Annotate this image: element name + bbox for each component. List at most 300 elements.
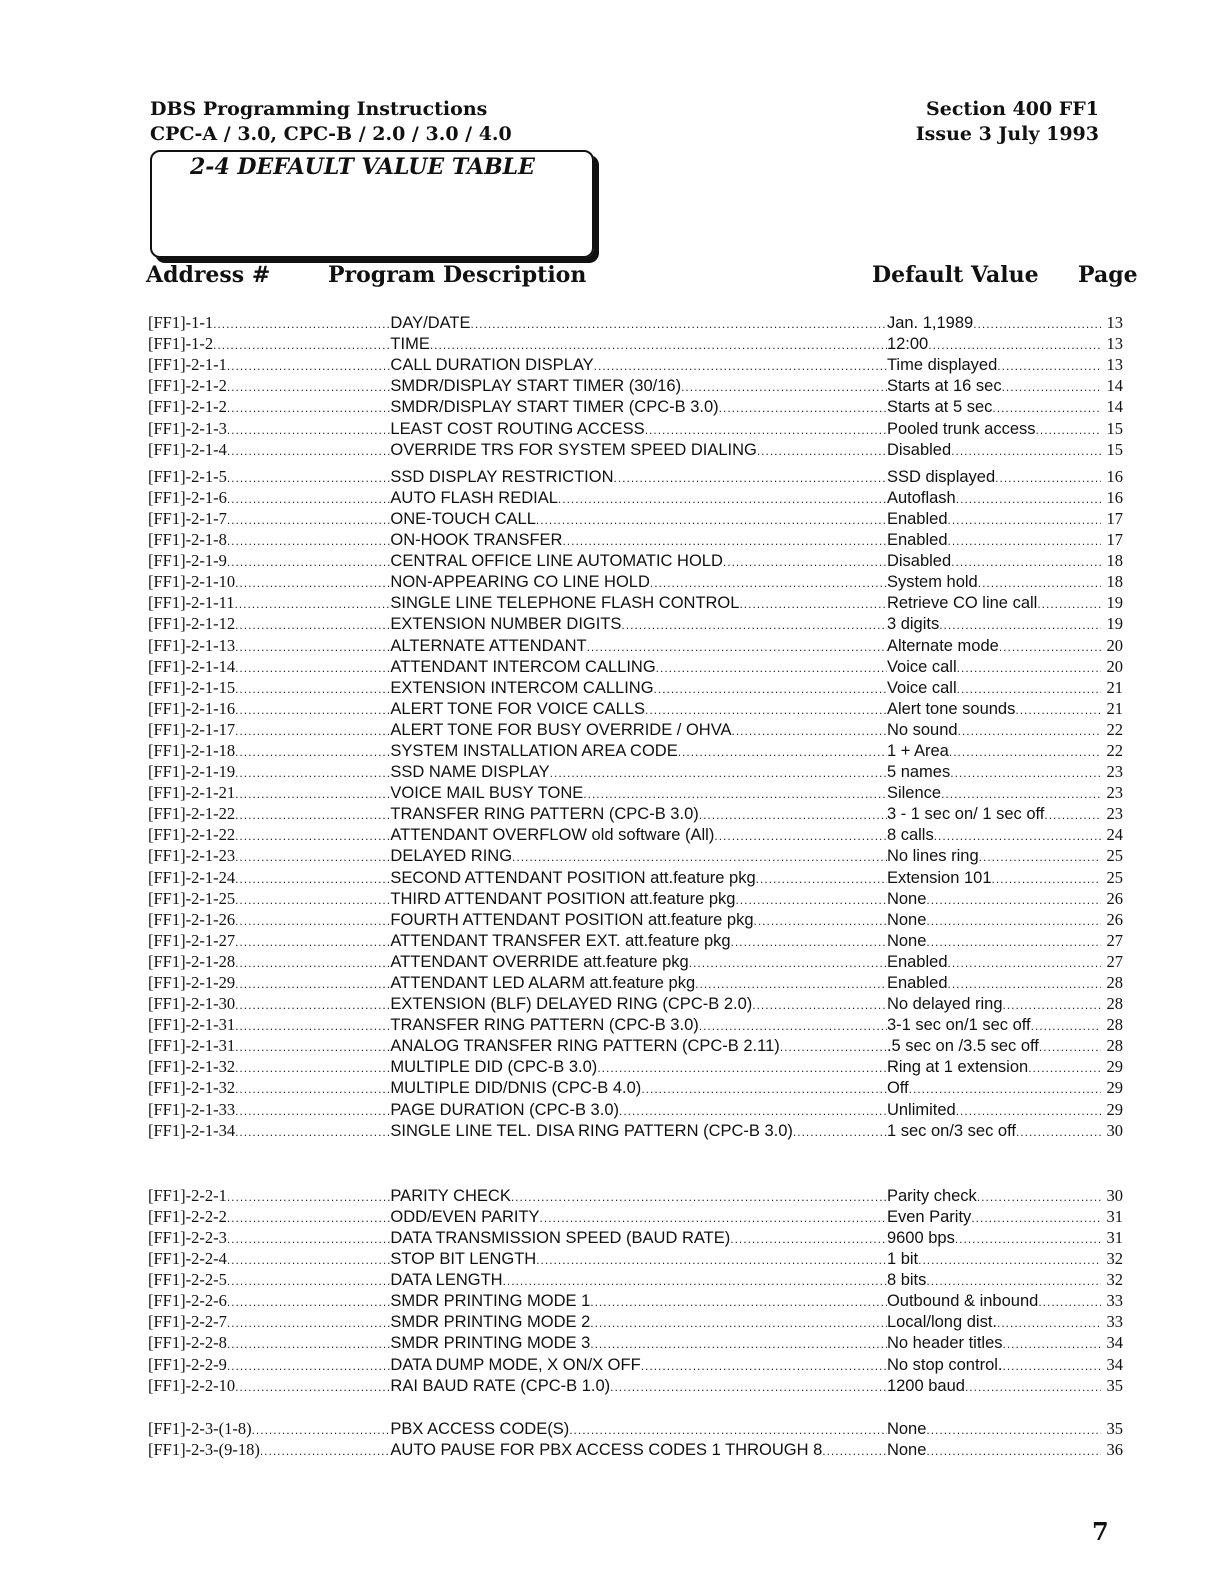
- table-row: [148, 592, 1123, 613]
- table-row: [148, 1035, 1123, 1056]
- dot-leader: [235, 783, 390, 803]
- description-cell: SINGLE LINE TEL. DISA RING PATTERN (CPC-B 3.0): [390, 1121, 793, 1140]
- default-value-cell: Pooled trunk access: [886, 419, 1036, 438]
- description-cell: NON-APPEARING CO LINE HOLD: [390, 573, 650, 592]
- dot-leader: [978, 573, 1101, 592]
- default-value-cell: Disabled: [886, 552, 952, 571]
- page-cell: 29: [1106, 1099, 1123, 1119]
- page-cell: 25: [1106, 846, 1123, 866]
- table-row: [148, 1248, 1123, 1269]
- description-cell-wrap: [390, 742, 887, 761]
- address-cell: [FF1]-2-1-28: [148, 951, 236, 971]
- page-cell: 20: [1106, 635, 1123, 655]
- description-cell-wrap: [390, 1313, 887, 1332]
- description-cell-wrap: [390, 1122, 887, 1141]
- dot-leader: [227, 1291, 391, 1311]
- address-cell: [FF1]-2-1-24: [148, 867, 236, 887]
- default-value-cell: Voice call: [886, 657, 957, 676]
- table-row: [148, 487, 1123, 508]
- dot-leader: [723, 552, 887, 571]
- description-cell: EXTENSION (BLF) DELAYED RING (CPC-B 2.0): [390, 995, 753, 1014]
- address-cell-wrap: [148, 1015, 390, 1035]
- default-value-cell-wrap: [887, 420, 1101, 439]
- dot-leader: [754, 911, 887, 930]
- description-cell: ODD/EVEN PARITY: [390, 1207, 540, 1226]
- address-cell-wrap: [148, 973, 390, 993]
- dot-leader: [926, 1271, 1101, 1290]
- dot-leader: [590, 1292, 887, 1311]
- dot-leader: [1028, 1058, 1101, 1077]
- description-cell-wrap: [390, 468, 887, 487]
- dot-leader: [235, 868, 390, 888]
- table-row: [148, 396, 1123, 417]
- dot-leader: [235, 1015, 390, 1035]
- dot-leader: [540, 1208, 887, 1227]
- default-value-cell-wrap: [887, 1187, 1101, 1206]
- dot-leader: [235, 973, 390, 993]
- default-value-cell: Unlimited: [886, 1100, 956, 1119]
- default-value-cell: 9600 bps: [886, 1228, 955, 1247]
- document-subtitle: CPC-A / 3.0, CPC-B / 2.0 / 3.0 / 4.0: [150, 123, 512, 145]
- dot-leader: [235, 825, 390, 845]
- dot-leader: [934, 826, 1101, 845]
- address-cell-wrap: [148, 334, 390, 354]
- page-cell: 36: [1106, 1439, 1123, 1459]
- address-cell: [FF1]-2-1-29: [148, 973, 236, 992]
- default-value-cell-wrap: [887, 1377, 1101, 1396]
- default-value-cell-wrap: [887, 1250, 1101, 1269]
- description-cell-wrap: [390, 615, 887, 634]
- default-value-cell: 1 + Area: [886, 741, 949, 760]
- address-cell-wrap: [148, 551, 390, 571]
- default-value-cell: 1 sec on/3 sec off: [886, 1121, 1016, 1140]
- default-value-cell: Alert tone sounds: [886, 699, 1016, 718]
- default-value-cell-wrap: [887, 1101, 1101, 1120]
- default-value-cell-wrap: [887, 314, 1101, 333]
- address-cell: [FF1]-2-2-4: [148, 1249, 227, 1269]
- address-cell: [FF1]-2-1-11: [148, 593, 235, 613]
- default-value-cell-wrap: [887, 1334, 1101, 1353]
- description-cell-wrap: [390, 531, 887, 550]
- dot-leader: [957, 679, 1101, 698]
- default-value-cell-wrap: [887, 1016, 1101, 1035]
- default-value-cell: No header titles: [886, 1334, 1003, 1353]
- dot-leader: [619, 1101, 887, 1120]
- address-cell-wrap: [148, 762, 390, 782]
- address-cell-wrap: [148, 678, 390, 698]
- default-value-cell: 3 - 1 sec on/ 1 sec off: [886, 805, 1045, 824]
- description-cell: MULTIPLE DID/DNIS (CPC-B 4.0): [390, 1079, 642, 1098]
- page-cell: 30: [1106, 1185, 1123, 1205]
- dot-leader: [227, 551, 391, 571]
- address-cell-wrap: [148, 741, 390, 761]
- address-cell-wrap: [148, 419, 390, 439]
- address-cell-wrap: [148, 868, 390, 888]
- table-row: [148, 845, 1123, 866]
- default-value-cell: Alternate mode: [886, 636, 999, 655]
- dot-leader: [732, 721, 887, 740]
- page-cell: 17: [1106, 530, 1123, 550]
- address-cell: [FF1]-2-1-31: [148, 1015, 236, 1035]
- dot-leader: [621, 615, 887, 634]
- dot-leader: [235, 1376, 390, 1396]
- default-value-cell-wrap: [887, 468, 1101, 487]
- dot-leader: [1031, 1016, 1101, 1035]
- default-value-cell: No lines ring: [886, 847, 979, 866]
- description-cell: RAI BAUD RATE (CPC-B 1.0): [390, 1376, 611, 1395]
- document-header-left: [150, 97, 512, 147]
- description-cell-wrap: [390, 314, 887, 333]
- default-value-cell: 5 names: [886, 763, 951, 782]
- description-cell-wrap: [390, 1208, 887, 1227]
- description-cell: PBX ACCESS CODE(S): [390, 1419, 570, 1438]
- table-row: [148, 930, 1123, 951]
- address-cell: [FF1]-2-1-17: [148, 719, 236, 739]
- page-cell: 28: [1106, 994, 1123, 1014]
- address-cell-wrap: [148, 931, 390, 951]
- dot-leader: [227, 397, 391, 417]
- dot-leader: [926, 911, 1101, 930]
- document-header-right: [916, 97, 1099, 147]
- dot-leader: [939, 615, 1101, 634]
- table-row: [148, 782, 1123, 803]
- dot-leader: [227, 1355, 391, 1375]
- description-cell-wrap: [390, 784, 887, 803]
- default-value-cell-wrap: [887, 869, 1101, 888]
- description-cell: CENTRAL OFFICE LINE AUTOMATIC HOLD: [390, 552, 723, 571]
- dot-leader: [235, 846, 390, 866]
- table-row: [148, 1077, 1123, 1098]
- dot-leader: [739, 594, 886, 613]
- dot-leader: [731, 932, 887, 951]
- dot-leader: [503, 1271, 887, 1290]
- description-cell: SECOND ATTENDANT POSITION att.feature pkg: [390, 868, 756, 887]
- description-cell-wrap: [390, 1441, 887, 1460]
- description-cell: SMDR/DISPLAY START TIMER (30/16): [390, 377, 682, 396]
- page-cell: 34: [1106, 1333, 1123, 1353]
- default-value-cell-wrap: [887, 1208, 1101, 1227]
- default-value-cell: 3-1 sec on/1 sec off: [886, 1016, 1031, 1035]
- dot-leader: [235, 1100, 390, 1120]
- dot-leader: [587, 637, 887, 656]
- table-row: [148, 866, 1123, 887]
- default-value-cell-wrap: [887, 573, 1101, 592]
- default-value-cell-wrap: [887, 1420, 1101, 1439]
- default-value-cell-wrap: [887, 441, 1101, 460]
- address-cell: [FF1]-2-1-23: [148, 846, 236, 866]
- address-cell-wrap: [148, 783, 390, 803]
- dot-leader: [213, 334, 390, 354]
- default-value-cell-wrap: [887, 510, 1101, 529]
- default-value-cell: Disabled: [886, 440, 952, 459]
- dot-leader: [583, 784, 887, 803]
- address-cell-wrap: [148, 397, 390, 417]
- page-cell: 34: [1106, 1354, 1123, 1374]
- dot-leader: [512, 847, 887, 866]
- page-cell: 16: [1106, 487, 1123, 507]
- table-row: [148, 1206, 1123, 1227]
- dot-leader: [1044, 805, 1101, 824]
- address-cell: [FF1]-2-1-26: [148, 909, 236, 929]
- dot-leader: [958, 721, 1101, 740]
- address-cell-wrap: [148, 636, 390, 656]
- address-cell: [FF1]-2-1-5: [148, 466, 227, 486]
- description-cell: ATTENDANT INTERCOM CALLING: [390, 657, 656, 676]
- dot-leader: [971, 1208, 1101, 1227]
- table-row: [148, 354, 1123, 375]
- dot-leader: [235, 636, 390, 656]
- page-cell: 23: [1106, 762, 1123, 782]
- dot-leader: [536, 510, 887, 529]
- default-value-cell: 8 calls: [886, 826, 934, 845]
- default-value-cell: 1 bit: [886, 1250, 919, 1269]
- dot-leader: [793, 1122, 887, 1141]
- dot-leader: [992, 398, 1101, 417]
- table-row: [148, 761, 1123, 782]
- default-value-cell: Local/long dist.: [886, 1313, 998, 1332]
- address-cell: [FF1]-2-1-33: [148, 1099, 236, 1119]
- description-cell: PARITY CHECK: [390, 1186, 511, 1205]
- default-value-cell: .5 sec on /3.5 sec off: [886, 1037, 1039, 1056]
- description-cell: AUTO FLASH REDIAL: [390, 488, 558, 507]
- description-cell: OVERRIDE TRS FOR SYSTEM SPEED DIALING: [390, 440, 757, 459]
- dot-leader: [926, 1420, 1101, 1439]
- default-value-cell-wrap: [887, 847, 1101, 866]
- default-value-cell-wrap: [887, 721, 1101, 740]
- default-value-cell-wrap: [887, 615, 1101, 634]
- table-row: [148, 613, 1123, 634]
- dot-leader: [977, 1187, 1101, 1206]
- table-row: [148, 656, 1123, 677]
- description-cell-wrap: [390, 721, 887, 740]
- dot-leader: [948, 510, 1102, 529]
- page-cell: 28: [1106, 1015, 1123, 1035]
- default-value-cell-wrap: [887, 531, 1101, 550]
- table-row: [148, 993, 1123, 1014]
- address-cell-wrap: [148, 1312, 390, 1332]
- default-value-cell-wrap: [887, 974, 1101, 993]
- dot-leader: [641, 1356, 887, 1375]
- address-cell-wrap: [148, 467, 390, 487]
- dot-leader: [822, 1441, 887, 1460]
- default-value-cell: Off: [886, 1079, 909, 1098]
- dot-leader: [1015, 700, 1101, 719]
- dot-leader: [260, 1440, 391, 1460]
- dot-leader: [235, 720, 390, 740]
- dot-leader: [235, 910, 390, 930]
- dot-leader: [558, 489, 887, 508]
- dot-leader: [1036, 420, 1101, 439]
- default-value-cell: No delayed ring: [886, 995, 1003, 1014]
- page-cell: 24: [1106, 825, 1123, 845]
- description-cell: ON-HOOK TRANSFER: [390, 531, 563, 550]
- address-cell: [FF1]-2-2-7: [148, 1312, 227, 1332]
- dot-leader: [252, 1419, 391, 1439]
- description-cell-wrap: [390, 594, 887, 613]
- description-cell: SMDR/DISPLAY START TIMER (CPC-B 3.0): [390, 398, 719, 417]
- address-cell: [FF1]-2-1-4: [148, 439, 227, 459]
- table-row: [148, 439, 1123, 460]
- description-cell-wrap: [390, 953, 887, 972]
- description-cell-wrap: [390, 679, 887, 698]
- default-value-cell: System hold: [886, 573, 978, 592]
- description-cell-wrap: [390, 1420, 887, 1439]
- default-value-cell-wrap: [887, 932, 1101, 951]
- address-cell: [FF1]-2-2-10: [148, 1375, 236, 1395]
- table-row: [148, 508, 1123, 529]
- page-cell: 29: [1106, 1078, 1123, 1098]
- default-value-cell: None: [886, 931, 927, 950]
- address-cell-wrap: [148, 509, 390, 529]
- dot-leader: [227, 1228, 391, 1248]
- page-cell: 16: [1106, 466, 1123, 486]
- dot-leader: [1003, 995, 1101, 1014]
- address-cell-wrap: [148, 1355, 390, 1375]
- address-cell-wrap: [148, 1291, 390, 1311]
- page-cell: 31: [1106, 1206, 1123, 1226]
- description-cell: SMDR PRINTING MODE 2: [390, 1313, 591, 1332]
- page-cell: 28: [1106, 1036, 1123, 1056]
- address-cell: [FF1]-2-1-32: [148, 1057, 236, 1077]
- dot-leader: [641, 1079, 887, 1098]
- dot-leader: [227, 1186, 391, 1206]
- address-cell-wrap: [148, 355, 390, 375]
- page-cell: 33: [1106, 1291, 1123, 1311]
- description-cell: VOICE MAIL BUSY TONE: [390, 784, 584, 803]
- page-cell: 23: [1106, 804, 1123, 824]
- table-row: [148, 312, 1123, 333]
- page-cell: 35: [1106, 1418, 1123, 1438]
- dot-leader: [957, 658, 1101, 677]
- address-cell: [FF1]-2-1-7: [148, 508, 227, 528]
- table-row: [148, 634, 1123, 655]
- dot-leader: [699, 1016, 887, 1035]
- address-cell: [FF1]-2-1-19: [148, 762, 236, 782]
- address-cell: [FF1]-2-2-6: [148, 1291, 227, 1311]
- default-value-cell: Starts at 5 sec: [886, 398, 993, 417]
- page-cell: 27: [1106, 930, 1123, 950]
- address-cell: [FF1]-2-1-31: [148, 1036, 236, 1056]
- default-value-cell: 1200 baud: [886, 1376, 965, 1395]
- description-cell-wrap: [390, 552, 887, 571]
- dot-leader: [979, 847, 1101, 866]
- dot-leader: [689, 953, 887, 972]
- description-cell-wrap: [390, 1187, 887, 1206]
- dot-leader: [948, 953, 1102, 972]
- dot-leader: [1039, 1037, 1101, 1056]
- dot-leader: [590, 1334, 887, 1353]
- page-cell: 19: [1106, 593, 1123, 613]
- dot-leader: [227, 376, 391, 396]
- default-value-cell-wrap: [887, 489, 1101, 508]
- description-cell: ALERT TONE FOR BUSY OVERRIDE / OHVA: [390, 720, 732, 739]
- page-cell: 31: [1106, 1227, 1123, 1247]
- address-cell: [FF1]-2-1-22: [148, 804, 236, 824]
- default-value-cell-wrap: [887, 1271, 1101, 1290]
- page-cell: 15: [1106, 418, 1123, 438]
- dot-leader: [997, 356, 1101, 375]
- table-row: [148, 824, 1123, 845]
- address-cell: [FF1]-2-1-13: [148, 635, 236, 655]
- table-row: [148, 909, 1123, 930]
- default-value-cell: Retrieve CO line call: [886, 594, 1038, 613]
- default-value-cell-wrap: [887, 594, 1101, 613]
- address-cell-wrap: [148, 1057, 390, 1077]
- table-row: [148, 1014, 1123, 1035]
- description-cell-wrap: [390, 911, 887, 930]
- default-value-cell: Voice call: [886, 678, 957, 697]
- description-cell: CALL DURATION DISPLAY: [390, 356, 594, 375]
- default-value-cell: Enabled: [886, 509, 948, 528]
- address-cell-wrap: [148, 1121, 390, 1141]
- table-row: [148, 677, 1123, 698]
- page-cell: 17: [1106, 508, 1123, 528]
- page-cell: 13: [1106, 355, 1123, 375]
- dot-leader: [235, 952, 390, 972]
- default-value-cell-wrap: [887, 679, 1101, 698]
- address-cell-wrap: [148, 1249, 390, 1269]
- dot-leader: [213, 313, 390, 333]
- address-cell: [FF1]-2-1-16: [148, 698, 236, 718]
- description-cell: DATA LENGTH: [390, 1271, 503, 1290]
- page-cell: 26: [1106, 888, 1123, 908]
- dot-leader: [610, 1377, 887, 1396]
- dot-leader: [948, 531, 1102, 550]
- page-cell: 14: [1106, 397, 1123, 417]
- address-cell-wrap: [148, 804, 390, 824]
- dot-leader: [992, 869, 1101, 888]
- address-cell-wrap: [148, 1100, 390, 1120]
- address-cell: [FF1]-2-1-1: [148, 355, 227, 375]
- description-cell: ATTENDANT LED ALARM att.feature pkg: [390, 974, 696, 992]
- address-cell: [FF1]-2-1-9: [148, 551, 227, 571]
- dot-leader: [995, 468, 1101, 487]
- default-value-cell: 8 bits: [886, 1271, 927, 1290]
- page-cell: 22: [1106, 719, 1123, 739]
- table-row: [148, 719, 1123, 740]
- description-cell: ANALOG TRANSFER RING PATTERN (CPC-B 2.11): [390, 1037, 780, 1056]
- default-value-cell-wrap: [887, 356, 1101, 375]
- address-cell: [FF1]-2-2-3: [148, 1227, 227, 1247]
- address-cell-wrap: [148, 1036, 390, 1056]
- table-row: [148, 1375, 1123, 1396]
- dot-leader: [714, 826, 887, 845]
- default-value-cell: No sound: [886, 720, 958, 739]
- dot-leader: [997, 1313, 1101, 1332]
- dot-leader: [590, 1313, 887, 1332]
- default-value-cell-wrap: [887, 995, 1101, 1014]
- table-row: [148, 1056, 1123, 1077]
- page-cell: 21: [1106, 677, 1123, 697]
- description-cell: FOURTH ATTENDANT POSITION att.feature pkg: [390, 910, 754, 929]
- dot-leader: [550, 763, 887, 782]
- table-row: [148, 375, 1123, 396]
- address-cell-wrap: [148, 952, 390, 972]
- dot-leader: [950, 763, 1101, 782]
- address-cell: [FF1]-2-1-21: [148, 783, 236, 803]
- page-cell: 13: [1106, 313, 1123, 333]
- description-cell-wrap: [390, 847, 887, 866]
- description-cell-wrap: [390, 420, 887, 439]
- table-row: [148, 1269, 1123, 1290]
- dot-leader: [227, 1270, 391, 1290]
- table-row: [148, 1120, 1123, 1141]
- dot-leader: [234, 593, 390, 613]
- page-cell: 22: [1106, 740, 1123, 760]
- dot-leader: [235, 762, 390, 782]
- address-cell: [FF1]-2-1-34: [148, 1120, 236, 1140]
- description-cell: MULTIPLE DID (CPC-B 3.0): [390, 1058, 598, 1077]
